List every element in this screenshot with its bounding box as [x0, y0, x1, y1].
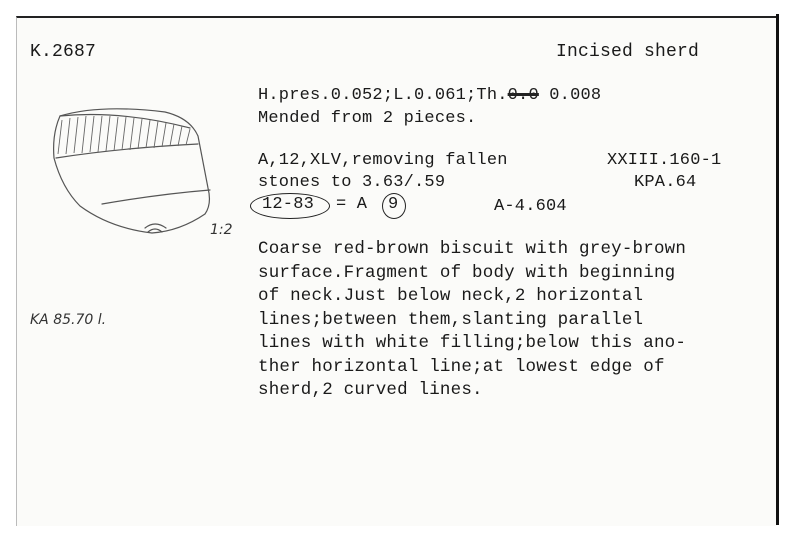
- dimensions-prefix: H.pres.0.052;L.0.061;Th.: [258, 86, 508, 105]
- slanting-lines: [58, 116, 190, 154]
- circled-number: 9: [388, 195, 399, 214]
- card-edge-shadow: [776, 14, 779, 525]
- notebook-ref-1: XXIII.160-1: [607, 151, 722, 170]
- context-line-1: A,12,XLV,removing fallen: [258, 151, 508, 170]
- description-line: of neck.Just below neck,2 horizontal: [258, 286, 644, 306]
- photo-ref: 12-83: [262, 195, 315, 214]
- description-line: Coarse red-brown biscuit with grey-brown: [258, 239, 687, 259]
- dimensions-value: 0.008: [549, 86, 602, 105]
- plan-ref: A-4.604: [494, 197, 567, 216]
- description-line: lines;between them,slanting parallel: [258, 309, 644, 330]
- struck-value: 0.0: [507, 86, 539, 105]
- description-line: lines with white filling;below this ano-: [258, 333, 687, 353]
- dimensions-line: [258, 85, 601, 107]
- inventory-handwritten: KA 85.70 l.: [30, 312, 107, 328]
- equals-a: = A: [336, 195, 368, 214]
- scale-label: 1:2: [210, 222, 233, 238]
- description: [258, 238, 686, 403]
- notebook-ref-2: KPA.64: [634, 173, 697, 192]
- description-line: ther horizontal line;at lowest edge of: [258, 356, 665, 377]
- horizontal-line: [102, 190, 210, 204]
- sherd-drawing-icon: [40, 96, 220, 241]
- description-line: surface.Fragment of body with beginning: [258, 262, 676, 283]
- category-title: Incised sherd: [556, 42, 700, 62]
- neck-band-bottom: [56, 144, 198, 158]
- mended-line: Mended from 2 pieces.: [258, 109, 477, 128]
- catalog-number: K.2687: [30, 42, 97, 62]
- description-line: sherd,2 curved lines.: [258, 380, 483, 400]
- curved-line-1: [145, 224, 166, 228]
- context-line-2: stones to 3.63/.59: [258, 173, 446, 192]
